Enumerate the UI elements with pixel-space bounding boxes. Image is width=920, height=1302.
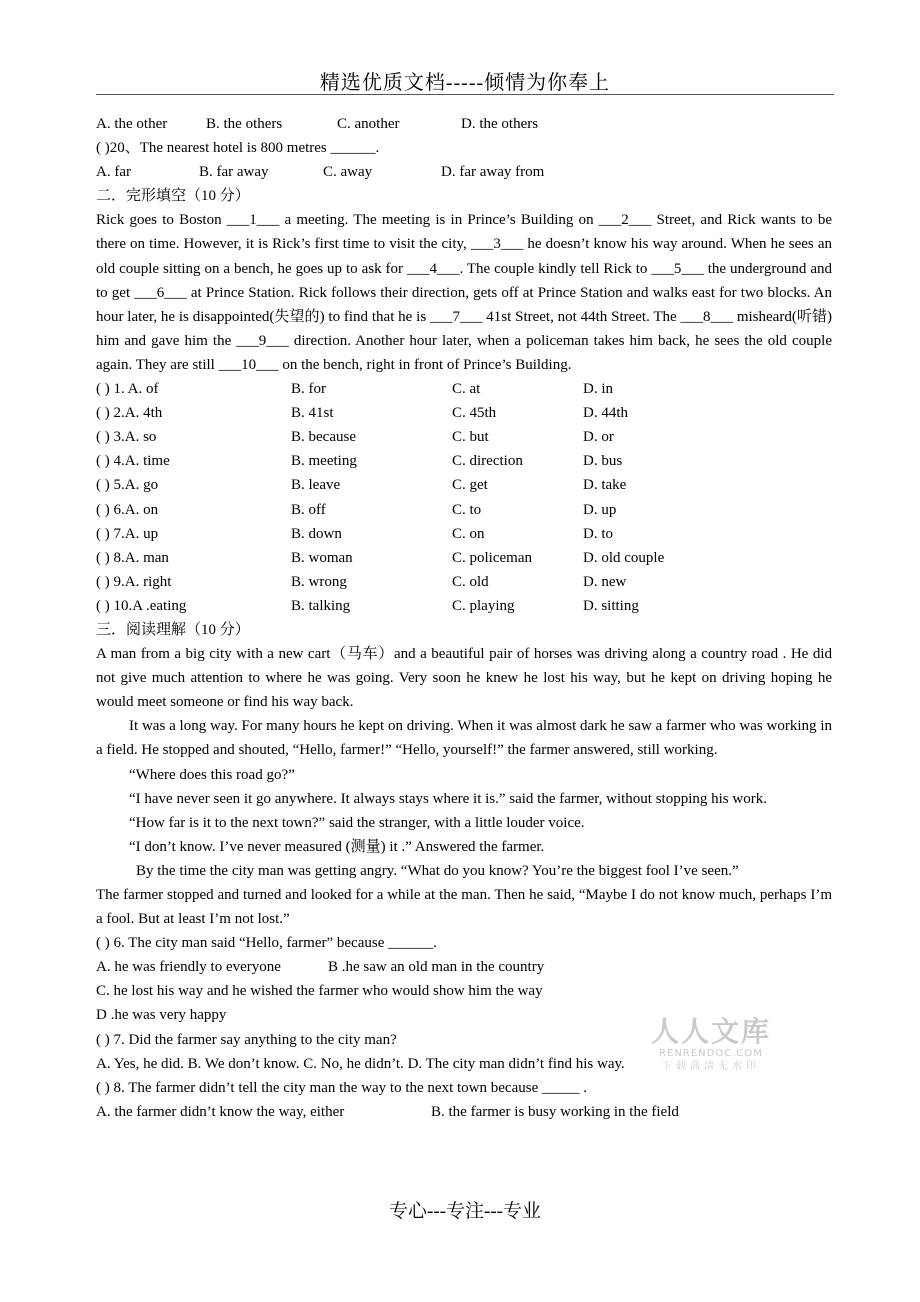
question-label: ( ) 8.A. man [96, 549, 169, 566]
option-b: B. leave [291, 477, 341, 494]
option-b: B. because [291, 429, 356, 446]
cloze-question [96, 594, 832, 618]
q8-option-a: A. the farmer didn’t know the way, either [96, 1103, 345, 1120]
option-c: C. old [452, 573, 489, 590]
option-d: D. to [583, 525, 613, 542]
option-d: D. 44th [583, 405, 628, 422]
option-c: C. but [452, 429, 489, 446]
option-b: B. meeting [291, 453, 357, 470]
option-b: B. talking [291, 597, 351, 614]
page-header-title: 精选优质文档-----倾情为你奉上 [319, 72, 611, 94]
cloze-question [96, 449, 832, 473]
cloze-question [96, 473, 832, 497]
reading-dialogue-1: “Where does this road go?” [129, 766, 295, 783]
watermark-logo [646, 1016, 776, 1074]
section3-title: 三．阅读理解（10 分） [96, 621, 250, 638]
cloze-question [96, 498, 832, 522]
q8-stem: ( ) 8. The farmer didn’t tell the city man the way to the next town because _____ . [96, 1079, 587, 1096]
option-b: B. woman [291, 549, 353, 566]
cloze-question [96, 401, 832, 425]
watermark-title: 人人文库 [650, 1015, 771, 1048]
q19-option-b: B. the others [206, 116, 283, 132]
watermark-url: RENRENDOC.COM [659, 1048, 763, 1059]
q6-option-d: D .he was very happy [96, 1007, 227, 1024]
q7-stem: ( ) 7. Did the farmer say anything to the city man? [96, 1031, 397, 1048]
option-d: D. up [583, 501, 617, 518]
watermark-subtitle: 下载高清无水印 [662, 1061, 760, 1072]
reading-paragraph-2: It was a long way. For many hours he kept on driving. When it was almost dark he saw a farmer who was working in a field. He stopped and shouted, “Hello, farmer!” “Hello, yourself!” the farmer answered, still working. [96, 718, 832, 759]
option-b: B. off [291, 501, 326, 518]
q6-option-c: C. he lost his way and he wished the farmer who would show him the way [96, 983, 543, 1000]
option-b: B. wrong [291, 573, 347, 590]
q20-option-d: D. far away from [441, 164, 545, 181]
cloze-question [96, 546, 832, 570]
question-label: ( ) 6.A. on [96, 501, 159, 518]
q6-option-b: B .he saw an old man in the country [328, 959, 545, 976]
option-c: C. policeman [452, 549, 532, 566]
question-label: ( ) 3.A. so [96, 429, 157, 446]
q6-option-a: A. he was friendly to everyone [96, 959, 281, 976]
q20-option-c: C. away [323, 164, 373, 181]
question-label: ( ) 5.A. go [96, 477, 159, 494]
option-c: C. playing [452, 597, 515, 614]
q19-options [96, 112, 832, 136]
q6-stem: ( ) 6. The city man said “Hello, farmer” because ______. [96, 935, 437, 952]
reading-dialogue-4: “I don’t know. I’ve never measured (测量) it .” Answered the farmer. [129, 838, 545, 855]
reading-paragraph-1: A man from a big city with a new cart（马车）and a beautiful pair of horses was driving along a country road . He did not give much attention to where he was going. Very soon he knew he lost his way, but he kept on driving hoping he would meet someone or find his way back. [96, 646, 832, 711]
reading-dialogue-3: “How far is it to the next town?” said the stranger, with a little louder voice. [129, 814, 585, 831]
option-d: D. bus [583, 453, 623, 470]
question-label: ( ) 9.A. right [96, 573, 172, 590]
q20-option-b: B. far away [199, 164, 269, 181]
option-d: D. new [583, 573, 627, 590]
header-divider [96, 94, 834, 95]
option-b: B. 41st [291, 405, 334, 422]
option-b: B. down [291, 525, 342, 542]
q19-option-a: A. the other [96, 116, 168, 132]
question-label: ( ) 10.A .eating [96, 597, 187, 614]
q8-options [96, 1100, 832, 1124]
cloze-question [96, 570, 832, 594]
q19-option-d: D. the others [461, 116, 539, 132]
option-d: D. take [583, 477, 627, 494]
cloze-question [96, 425, 832, 449]
option-d: D. sitting [583, 597, 639, 614]
option-d: D. in [583, 381, 613, 398]
cloze-question [96, 377, 832, 401]
reading-dialogue-2: “I have never seen it go anywhere. It always stays where it is.” said the farmer, without stopping his work. [129, 790, 767, 807]
option-d: D. old couple [583, 549, 665, 566]
cloze-passage: Rick goes to Boston ___1___ a meeting. The meeting is in Prince’s Building on ___2___ Street, and Rick wants to be there on time. However, it is Rick’s first time to visit the city, ___3___ he doesn’t know his way around. When he sees an old couple sitting on a bench, he goes up to ask for ___4___. The couple kindly tell Rick to ___5___ the underground and to get ___6___ at Prince Station. Rick follows their direction, gets off at Prince Station and walks east for two blocks. An hour later, he is disappointed(失望的) to find that he is ___7___ 41st Street, not 44th Street. The ___8___ misheard(听错) him and gave him the ___9___ direction. Another hour later, when a policeman takes him back, he sees the old couple again. They are still ___10___ on the bench, right in front of Prince’s Building. [96, 212, 832, 373]
option-b: B. for [291, 381, 326, 398]
section2-title: 二．完形填空（10 分） [96, 188, 250, 205]
q6-options-ab [96, 955, 832, 979]
question-label: ( ) 7.A. up [96, 525, 159, 542]
q19-option-c: C. another [337, 116, 400, 132]
option-c: C. at [452, 381, 481, 398]
q20-stem: ( )20、The nearest hotel is 800 metres ______. [96, 140, 380, 157]
q20-options [96, 160, 832, 184]
option-c: C. 45th [452, 405, 497, 422]
option-c: C. to [452, 501, 482, 518]
cloze-question-list [96, 377, 832, 618]
question-label: ( ) 1. A. of [96, 381, 159, 398]
cloze-question [96, 522, 832, 546]
reading-paragraph-3: The farmer stopped and turned and looked for a while at the man. Then he said, “Maybe I do not know much, perhaps I’m a fool. But at least I’m not lost.” [96, 887, 832, 928]
option-c: C. get [452, 477, 488, 494]
question-label: ( ) 4.A. time [96, 453, 170, 470]
option-c: C. direction [452, 453, 523, 470]
question-label: ( ) 2.A. 4th [96, 405, 163, 422]
option-d: D. or [583, 429, 614, 446]
q20-option-a: A. far [96, 164, 131, 181]
reading-dialogue-5: By the time the city man was getting angry. “What do you know? You’re the biggest fool I’ve seen.” [136, 862, 739, 879]
q8-option-b: B. the farmer is busy working in the field [431, 1103, 679, 1120]
option-c: C. on [452, 525, 485, 542]
document-body [96, 112, 832, 1124]
q7-options: A. Yes, he did. B. We don’t know. C. No, he didn’t. D. The city man didn’t find his way. [96, 1055, 625, 1072]
page-footer: 专心---专注---专业 [389, 1201, 541, 1222]
